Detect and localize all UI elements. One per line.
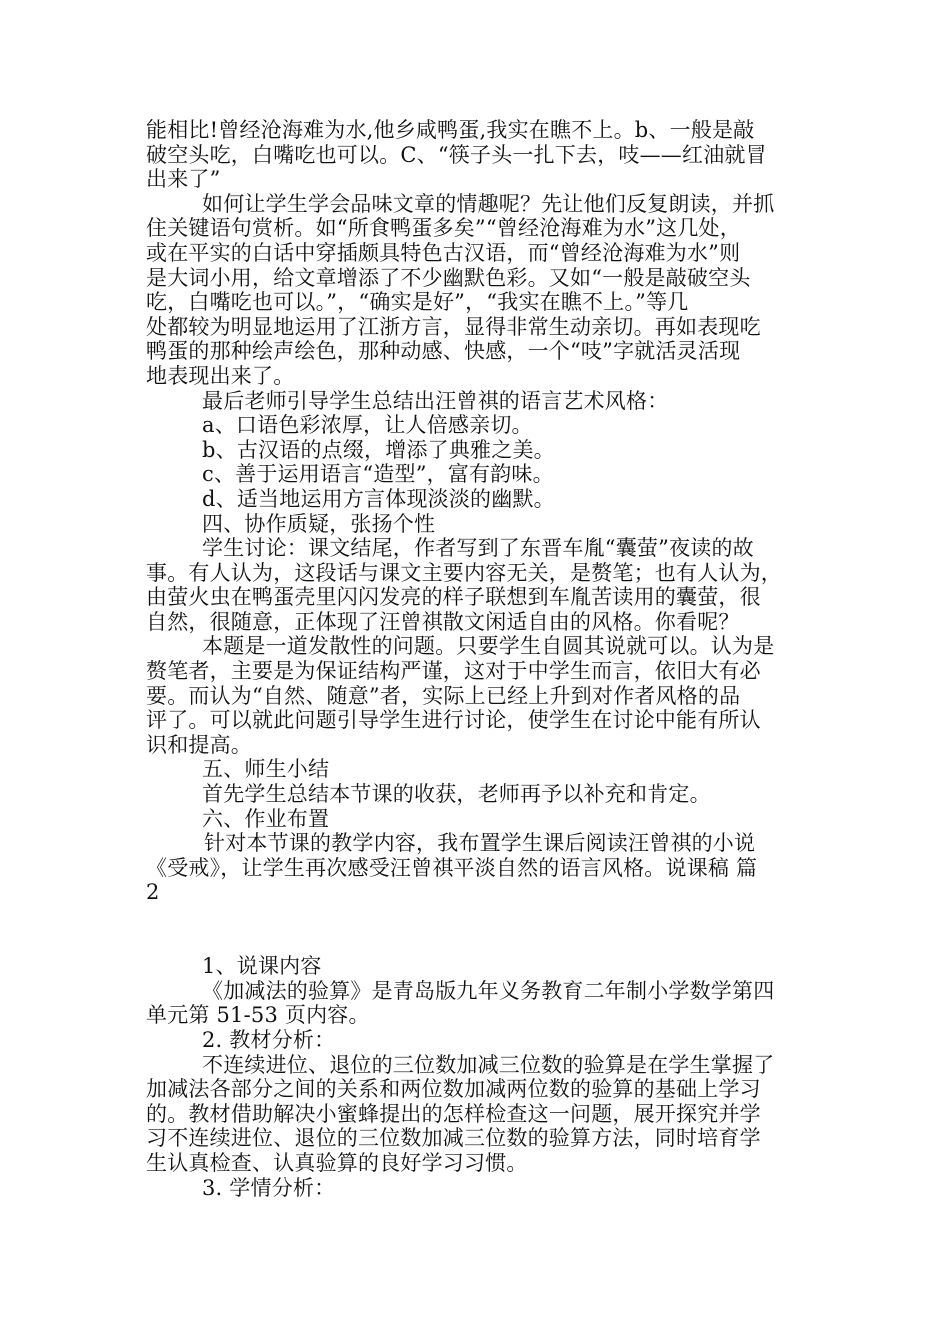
text-line: 四、协作质疑，张扬个性 [202,511,436,536]
text-line: 习不连续进位、退位的三位数加减三位数的验算方法，同时培育学 [146,1126,761,1151]
text-line: 要。而认为“自然、随意”者，实际上已经上升到对作者风格的品 [146,683,741,708]
text-line: 事。有人认为，这段话与课文主要内容无关，是赘笔；也有人认为， [146,560,782,585]
text-line: 五、师生小结 [202,757,330,782]
text-line: 自然，很随意，正体现了汪曾祺散文闲适自由的风格。你看呢？ [146,609,740,634]
text-line: 加减法各部分之间的关系和两位数加减两位数的验算的基础上学习 [146,1077,761,1102]
text-line: 单元第 51-53 页内容。 [146,1003,370,1028]
text-line: 评了。可以就此问题引导学生进行讨论，使学生在讨论中能有所认 [146,708,761,733]
text-line: 鸭蛋的那种绘声绘色，那种动感、快感，一个“吱”字就活灵活现 [146,339,741,364]
text-line: 最后老师引导学生总结出汪曾祺的语言艺术风格： [202,388,669,413]
text-line: 针对本节课的教学内容，我布置学生课后阅读汪曾祺的小说 [204,831,756,856]
text-line: 吃，白嘴吃也可以。”，“确实是好”，“我实在瞧不上。”等几 [146,290,689,315]
text-line: 1、说课内容 [202,954,322,979]
text-line: 出来了” [146,167,221,192]
text-line: 破空头吃，白嘴吃也可以。C、“筷子头一扎下去，吱——红油就冒 [146,142,767,167]
text-line: 2 [146,880,160,905]
text-line: 3. 学情分析： [202,1175,336,1200]
text-line: 2. 教材分析： [202,1027,336,1052]
text-line: 地表现出来了。 [146,363,295,388]
text-line: 住关键语句赏析。如“所食鸭蛋多矣”“曾经沧海难为水”这几处， [146,216,741,241]
text-line: 或在平实的白话中穿插颇具特色古汉语，而“曾经沧海难为水”则 [146,240,741,265]
blank-line [146,930,814,955]
blank-line [146,905,814,930]
text-line: d、适当地运用方言体现淡淡的幽默。 [202,486,555,511]
text-line: a、口语色彩浓厚，让人倍感亲切。 [202,413,533,438]
text-line: c、善于运用语言“造型”，富有韵味。 [202,462,554,487]
text-line: 学生讨论：课文结尾，作者写到了东晋车胤“囊萤”夜读的故 [202,536,754,561]
text-line: 的。教材借助解决小蜜蜂提出的怎样检查这一问题，展开探究并学 [146,1101,761,1126]
text-line: 是大词小用，给文章增添了不少幽默色彩。又如“一般是敲破空头 [146,265,751,290]
text-line: 由萤火虫在鸭蛋壳里闪闪发亮的样子联想到车胤苦读用的囊萤，很 [146,585,761,610]
text-line: 赘笔者，主要是为保证结构严谨，这对于中学生而言，依旧大有必 [146,659,761,684]
text-line: 不连续进位、退位的三位数加减三位数的验算是在学生掌握了 [202,1052,775,1077]
text-line: 识和提高。 [146,732,252,757]
text-line: 本题是一道发散性的问题。只要学生自圆其说就可以。认为是 [202,634,775,659]
document-page [146,118,814,1200]
text-line: 处都较为明显地运用了江浙方言，显得非常生动亲切。再如表现吃 [146,314,761,339]
text-line: 生认真检查、认真验算的良好学习习惯。 [146,1150,528,1175]
text-line: 六、作业布置 [202,806,330,831]
text-line: b、古汉语的点缀，增添了典雅之美。 [202,437,555,462]
text-line: 如何让学生学会品味文章的情趣呢？先让他们反复朗读，并抓 [202,191,775,216]
text-line: 首先学生总结本节课的收获，老师再予以补充和肯定。 [202,782,711,807]
text-line: 能相比!曾经沧海难为水,他乡咸鸭蛋,我实在瞧不上。b、一般是敲 [146,118,755,142]
text-line: 《加减法的验算》是青岛版九年义务教育二年制小学数学第四 [202,978,775,1003]
text-line: 《受戒》，让学生再次感受汪曾祺平淡自然的语言风格。说课稿 篇 [146,855,758,880]
